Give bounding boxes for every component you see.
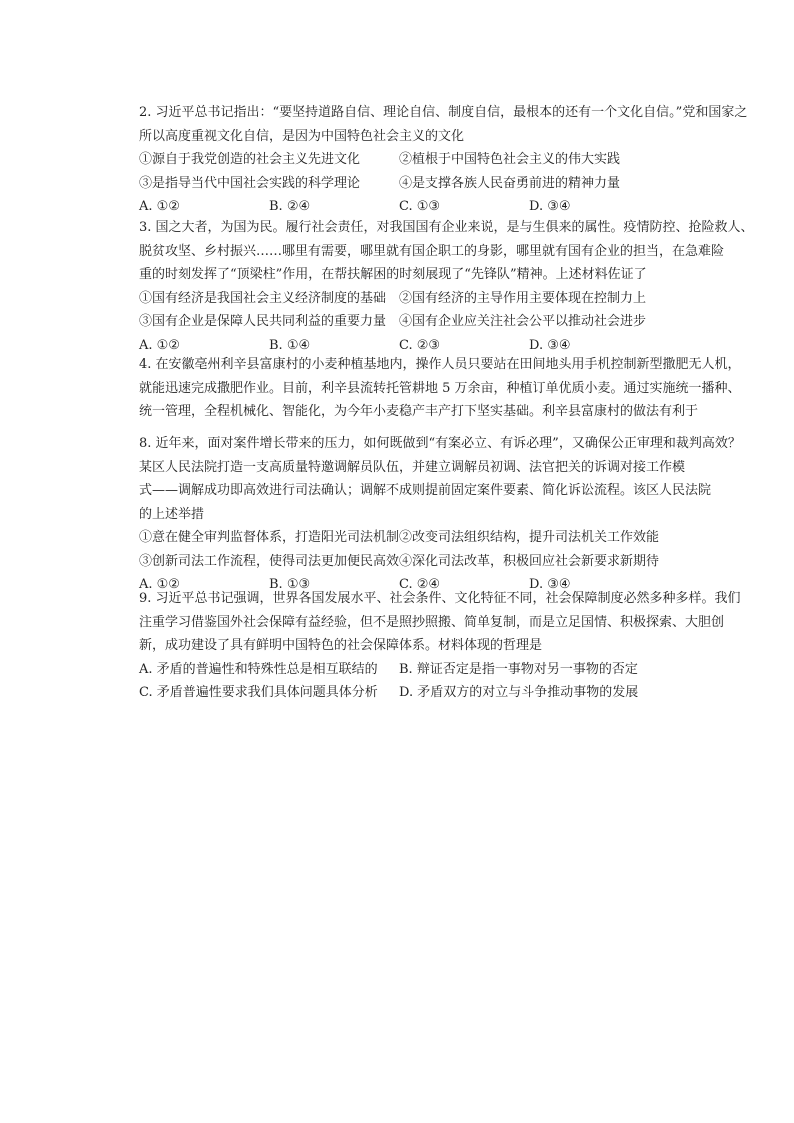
question-8 [139,432,741,597]
statement-item: ④是支撑各族人民奋勇前进的精神力量 [399,175,621,191]
choice-a[interactable]: A. ①② [139,199,180,214]
choice-row [139,658,659,682]
question-text-line: 统一管理，全程机械化、智能化，为今年小麦稳产丰产打下坚实基础。利辛县富康村的做法有利于 [139,404,699,419]
question-text-line: 式——调解成功即高效进行司法确认；调解不成则提前固定案件要素、简化诉讼流程。该区人民法院 [139,483,712,498]
question-text-line: 所以高度重视文化自信，是因为中国特色社会主义的文化 [139,128,465,144]
question-text-line: 就能迅速完成撒肥作业。目前，利辛县流转托管耕地 5 万余亩，种植订单优质小麦。通过实施统一播种、 [139,380,741,396]
statement-row [139,526,659,550]
statement-item: ④深化司法改革，积极回应社会新要求新期待 [399,553,660,569]
statement-row [139,287,659,311]
statement-row [139,310,659,334]
choice-d[interactable]: D. ③④ [529,337,571,353]
choice-a[interactable]: A. 矛盾的普遍性和特殊性总是相互联结的 [139,661,378,677]
statement-row [139,550,659,574]
statement-item: ②植根于中国特色社会主义的伟大实践 [399,152,621,167]
statement-item: ①意在健全审判监督体系，打造阳光司法机制 [139,530,400,545]
question-text-line: 的上述举措 [139,506,205,522]
question-text-line: 某区人民法院打造一支高质量特邀调解员队伍，并建立调解员初调、法官把关的诉调对接工作模 [139,459,686,475]
choice-b[interactable]: B. ②④ [269,199,311,214]
choice-a[interactable]: A. ①② [139,337,180,353]
statement-item: ②国有经济的主导作用主要体现在控制力上 [399,290,647,306]
question-text-line: 脱贫攻坚、乡村振兴……哪里有需要，哪里就有国企职工的身影，哪里就有国有企业的担当，在急难险 [139,243,725,259]
question-text-line: 4. 在安徽亳州利辛县富康村的小麦种植基地内，操作人员只要站在田间地头用手机控制新型撒肥无人机， [139,357,741,372]
statement-item: ①源自于我党创造的社会主义先进文化 [139,152,361,167]
question-text-line: 新，成功建设了具有鲜明中国特色的社会保障体系。材料体现的哲理是 [139,638,543,653]
question-text-line: 8. 近年来，面对案件增长带来的压力，如何既做到“有案必立、有诉必理”，又确保公正审理和裁判高效？ [139,436,741,451]
question-3 [139,216,754,357]
choice-row [139,681,659,705]
question-text-line: 9. 习近平总书记强调，世界各国发展水平、社会条件、文化特征不同，社会保障制度必然多种多样。我们 [139,591,741,606]
statement-row [139,172,659,196]
statement-item: ②改变司法组织结构，提升司法机关工作效能 [399,530,660,545]
question-text-line: 2. 习近平总书记指出：“要坚持道路自信、理论自信、制度自信，最根本的还有一个文化自信。”党和国家之 [139,105,748,120]
choice-b[interactable]: B. ①④ [269,337,311,353]
choice-d[interactable]: D. ③④ [529,577,571,592]
question-2 [139,101,748,219]
choice-d[interactable]: D. 矛盾双方的对立与斗争推动事物的发展 [399,685,639,700]
statement-row [139,148,659,172]
statement-item: ④国有企业应关注社会公平以推动社会进步 [399,314,647,329]
question-text-line: 3. 国之大者，为国为民。履行社会责任，对我国国有企业来说，是与生俱来的属性。疫情防控、抢险救人、 [139,220,754,235]
statement-item: ③国有企业是保障人民共同利益的重要力量 [139,314,387,329]
question-9 [139,587,741,705]
statement-item: ①国有经济是我国社会主义经济制度的基础 [139,290,387,306]
choice-b[interactable]: B. ①③ [269,577,311,592]
question-text-line: 重的时刻发挥了“顶梁柱”作用，在帮扶解困的时刻展现了“先锋队”精神。上述材料佐证了 [139,267,647,282]
statement-item: ③是指导当代中国社会实践的科学理论 [139,175,361,191]
choice-c[interactable]: C. ②③ [399,337,441,353]
choice-c[interactable]: C. 矛盾普遍性要求我们具体问题具体分析 [139,685,378,700]
question-text-line: 注重学习借鉴国外社会保障有益经验，但不是照抄照搬、简单复制，而是立足国情、积极探索、大胆创 [139,614,725,630]
choice-a[interactable]: A. ①② [139,577,180,592]
question-4 [139,353,741,424]
choice-b[interactable]: B. 辩证否定是指一事物对另一事物的否定 [399,661,638,677]
statement-item: ③创新司法工作流程，使得司法更加便民高效 [139,553,400,569]
choice-c[interactable]: C. ①③ [399,199,441,214]
choice-c[interactable]: C. ②④ [399,577,441,592]
choice-d[interactable]: D. ③④ [529,199,571,214]
choice-row [139,195,659,219]
